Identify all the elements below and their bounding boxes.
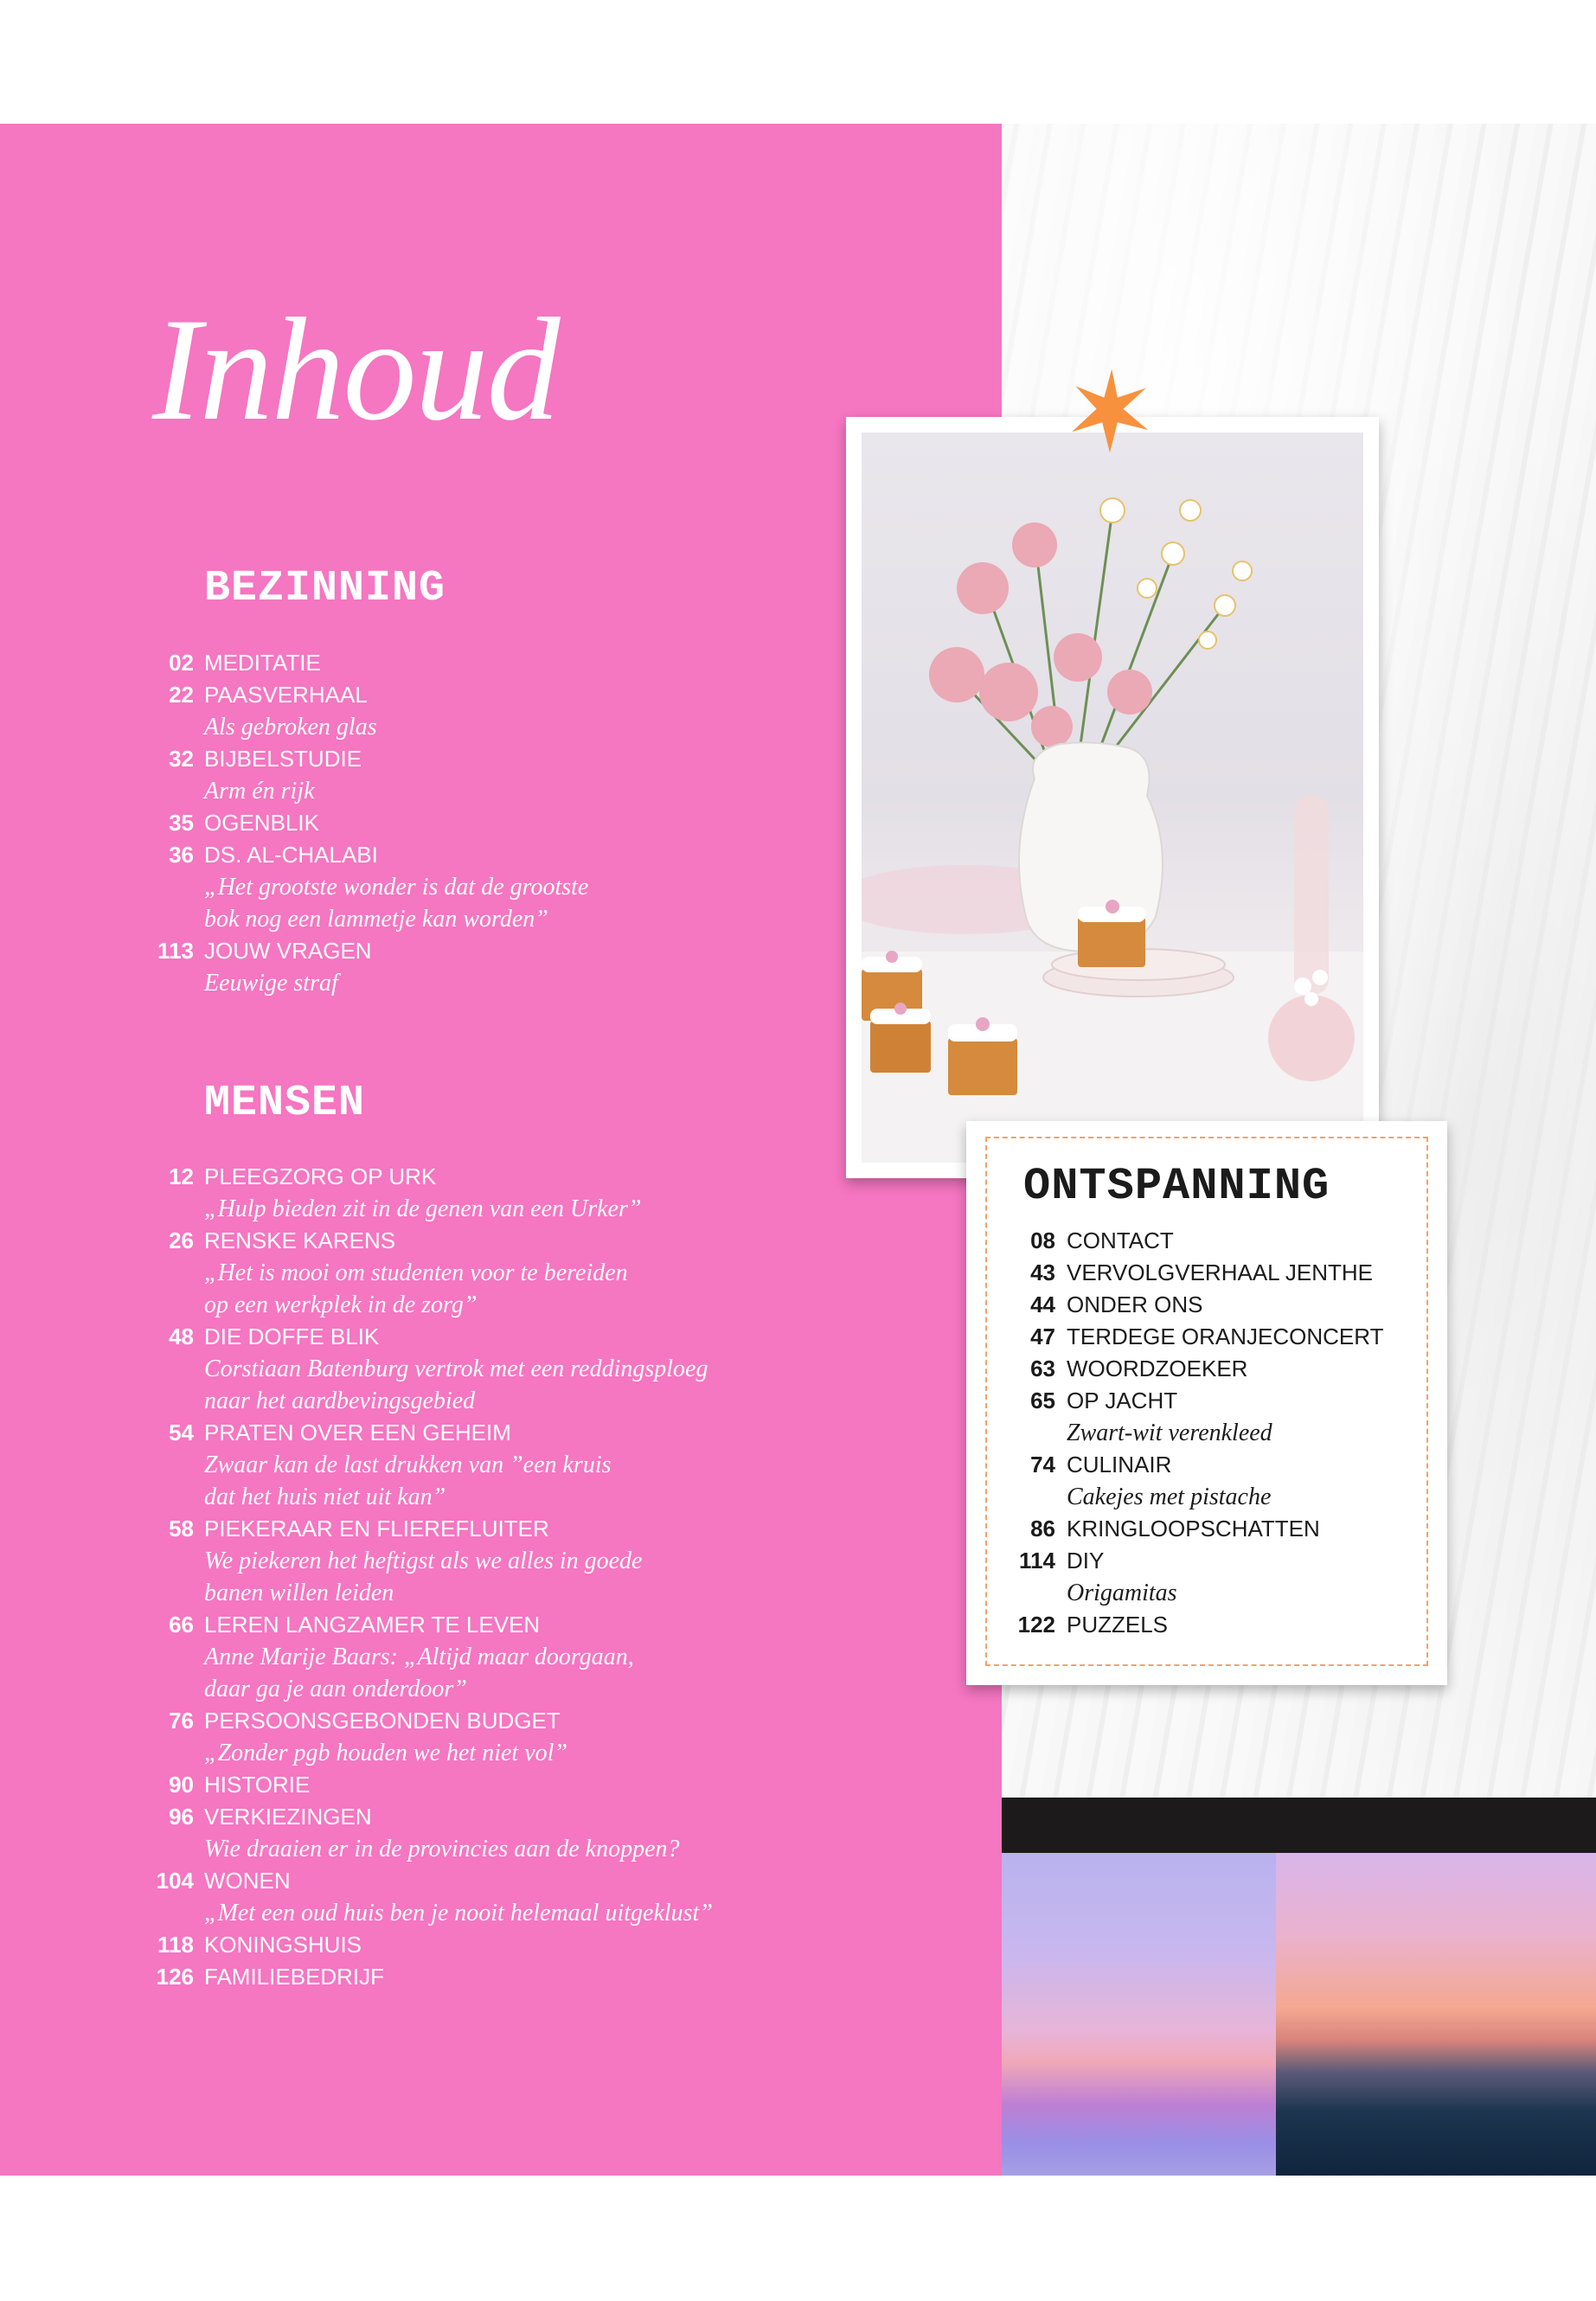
entry-title: MEDITATIE [204,650,321,676]
page-number: 36 [169,842,194,868]
entry-title: LEREN LANGZAMER TE LEVEN [204,1612,541,1638]
entry-subtitle: „Zonder pgb houden we het niet vol” [204,1740,567,1766]
page-number: 66 [169,1612,194,1638]
section-heading-ontspanning: ONTSPANNING [1023,1161,1330,1212]
page-number: 26 [169,1227,194,1253]
page-number: 118 [157,1932,194,1958]
entry-title: CONTACT [1067,1227,1174,1253]
page-number: 76 [169,1708,194,1734]
page-number: 114 [1019,1548,1055,1574]
entry-subtitle: Anne Marije Baars: „Altijd maar doorgaan, [204,1644,634,1670]
page-number: 02 [169,650,194,676]
page-number: 74 [1030,1452,1055,1477]
page-number: 90 [169,1772,194,1798]
entry-title: OGENBLIK [204,810,319,836]
entry-title: OP JACHT [1067,1388,1178,1413]
entry-subtitle: banen willen leiden [204,1580,394,1606]
entry-subtitle: Origamitas [1067,1580,1177,1606]
page-number: 63 [1030,1356,1055,1381]
page-number: 35 [169,810,194,836]
entry-subtitle: Cakejes met pistache [1067,1484,1272,1510]
entry-subtitle: Zwart-wit verenkleed [1067,1420,1272,1446]
page-number: 47 [1030,1324,1055,1349]
entry-title: RENSKE KARENS [204,1227,396,1253]
entry-title: WONEN [204,1868,291,1894]
entry-title: HISTORIE [204,1772,311,1798]
entry-title: TERDEGE ORANJECONCERT [1067,1324,1384,1349]
entry-title: DS. AL-CHALABI [204,842,378,868]
sky-photo-right [1276,1853,1596,2176]
page-number: 32 [169,746,194,772]
entry-subtitle: Zwaar kan de last drukken van ”een kruis [204,1452,612,1478]
page-number: 113 [157,938,194,964]
entry-subtitle: Corstiaan Batenburg vertrok met een reddingsploeg [204,1356,708,1382]
page-number: 96 [169,1804,194,1830]
entry-title: DIY [1067,1548,1105,1574]
entry-subtitle: daar ga je aan onderdoor” [204,1676,467,1702]
entry-title: WOORDZOEKER [1067,1356,1248,1381]
entry-subtitle: „Het is mooi om studenten voor te bereiden [204,1259,628,1286]
entry-subtitle: „Met een oud huis ben je nooit helemaal uitgeklust” [204,1900,713,1926]
page-number: 08 [1030,1227,1055,1253]
entry-title: KRINGLOOPSCHATTEN [1067,1516,1320,1541]
page-number: 86 [1030,1516,1055,1541]
page-number: 126 [156,1964,194,1990]
entry-subtitle: naar het aardbevingsgebied [204,1388,476,1414]
page-number: 122 [1017,1612,1055,1638]
entry-title: JOUW VRAGEN [204,938,372,964]
photo-card [846,417,1379,1178]
entry-title: BIJBELSTUDIE [204,746,362,772]
page-number: 44 [1030,1292,1055,1317]
entry-title: FAMILIEBEDRIJF [204,1964,385,1990]
entry-title: CULINAIR [1067,1452,1172,1477]
entry-subtitle: Eeuwige straf [204,970,338,997]
entry-title: PERSOONSGEBONDEN BUDGET [204,1708,561,1734]
entry-title: PIEKERAAR EN FLIEREFLUITER [204,1516,549,1541]
page-number: 54 [169,1420,194,1445]
flower-cake-illustration [862,433,1363,1163]
page-number: 48 [169,1324,194,1349]
entry-subtitle: Wie draaien er in de provincies aan de knoppen? [204,1836,680,1862]
entry-title: ONDER ONS [1067,1292,1203,1317]
star-doodle-icon [1062,363,1157,458]
entry-subtitle: dat het huis niet uit kan” [204,1484,446,1510]
page-number: 65 [1030,1388,1055,1413]
page-number: 43 [1030,1259,1055,1285]
entry-title: VERKIEZINGEN [204,1804,372,1830]
page-number: 12 [169,1163,194,1189]
page-number: 58 [169,1516,194,1541]
section-heading-bezinning: BEZINNING [204,564,446,613]
black-strip [1002,1798,1596,1853]
section-heading-mensen: MENSEN [204,1079,366,1128]
page-number: 104 [156,1868,194,1894]
page-number: 22 [169,682,194,708]
entry-title: PLEEGZORG OP URK [204,1163,437,1189]
entry-title: KONINGSHUIS [204,1932,362,1958]
entry-subtitle: „Hulp bieden zit in de genen van een Urker” [204,1195,642,1222]
entry-subtitle: Als gebroken glas [204,714,377,740]
entry-subtitle: „Het grootste wonder is dat de grootste [204,874,589,901]
entry-title: DIE DOFFE BLIK [204,1324,380,1349]
entry-subtitle: We piekeren het heftigst als we alles in goede [204,1548,643,1574]
entry-subtitle: bok nog een lammetje kan worden” [204,906,548,933]
entry-title: PAASVERHAAL [204,682,368,708]
entry-subtitle: op een werkplek in de zorg” [204,1292,478,1318]
sky-photo-left [1002,1853,1276,2176]
entry-subtitle: Arm én rijk [204,778,315,804]
entry-title: PRATEN OVER EEN GEHEIM [204,1420,511,1445]
page-title: Inhoud [152,288,559,451]
entry-title: PUZZELS [1067,1612,1169,1638]
flower-cake-photo [862,433,1363,1163]
entry-title: VERVOLGVERHAAL JENTHE [1067,1259,1373,1285]
